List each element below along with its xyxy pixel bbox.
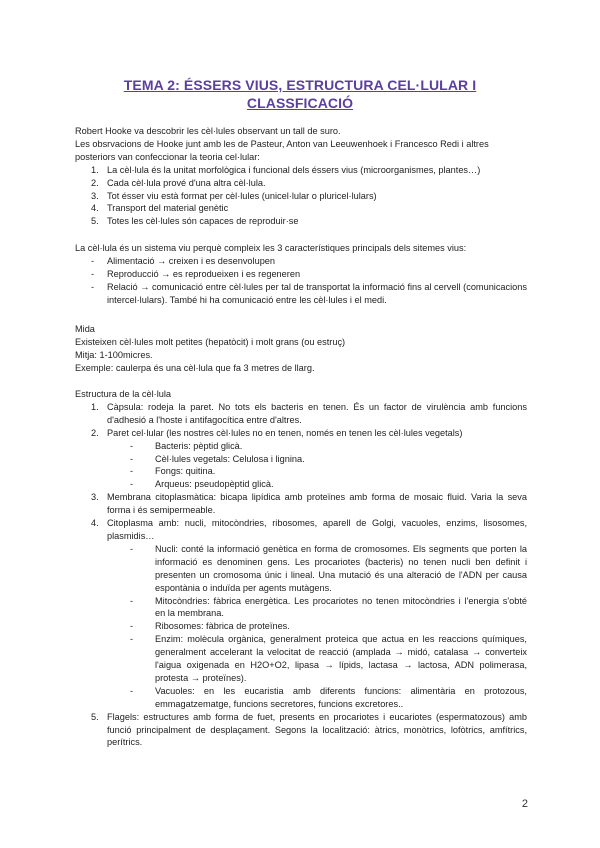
list-item: - Cèl·lules vegetals: Celulosa i lignina. <box>130 453 305 464</box>
list-item: 2. Cada cèl·lula prové d'una altra cèl·lula. <box>91 177 266 188</box>
list-item: - Relació → comunicació entre cèl·lules per tal de transportat la informació fins al cervell (comunicacions intercel·lulars). També hi ha comunicació entre les cèl·lules i el medi. <box>91 281 527 305</box>
page-number: 2 <box>521 798 528 810</box>
intro-paragraph: Robert Hooke va descobrir les cèl·lules observant un tall de suro. <box>75 126 341 136</box>
list-item: 4. Transport del material genètic <box>91 203 229 214</box>
list-item: - Vacuoles: en les eucaristia amb diferents funcions: alimentària en protozous, emmagatzematge, funcions secretores, funcions excretores.. <box>130 685 527 709</box>
section-heading: Estructura de la cèl·lula <box>75 389 172 399</box>
list-item: 2. Paret cel·lular (les nostres cèl·lules no en tenen, només en tenen les cèl·lules vegetals) - Bacteris: pèptid glicà. - Cèl·lules vegetals: Celulosa i lignina. - Fongs: quitina. - Arqueus: pseudopèptid glicà. <box>75 427 527 492</box>
section-heading: Mida <box>75 324 95 334</box>
list-item: - Ribosomes: fàbrica de proteïnes. <box>130 621 290 632</box>
list-item: - Mitocòndries: fàbrica energètica. Les procariotes no tenen mitocòndries i l'energia s'obté en la membrana. <box>130 595 527 619</box>
cell-wall-sublist <box>75 440 527 492</box>
characteristics-list <box>75 255 527 307</box>
structure-list <box>75 401 527 749</box>
size-line: Existeixen cèl·lules molt petites (hepatòcit) i molt grans (ou estruç) <box>75 336 346 347</box>
living-system-section <box>75 242 527 307</box>
list-item: - Reproducció → es reprodueixen i es regeneren <box>91 268 301 279</box>
title-line-1: TEMA 2: ÉSSERS VIUS, ESTRUCTURA CEL·LULAR I <box>123 77 477 93</box>
cytoplasm-sublist <box>75 543 527 711</box>
title-line-2: CLASSFICACIÓ <box>246 95 354 111</box>
list-item: 3. Tot ésser viu està format per cèl·lules (unicel·lular o pluricel·lulars) <box>91 190 377 201</box>
page-title <box>60 76 540 112</box>
list-item: - Bacteris: pèptid glicà. <box>130 440 243 451</box>
cell-theory-list <box>75 164 527 229</box>
list-item: 1. Càpsula: rodeja la paret. No tots els bacteris en tenen. És un factor de virulència amb funcions d'adhesió a l'hoste i antifagocítica entre d'altres. <box>91 401 527 425</box>
list-item: 3. Membrana citoplasmàtica: bicapa lipídica amb proteïnes amb forma de mosaic fluid. Varia la seva forma i és semipermeable. <box>91 492 527 516</box>
list-item: 5. Flagels: estructures amb forma de fuet, presents en procariotes i eucariotes (espermatozous) amb funció principalment de desplaçament. Segons la localització: àtrics, monòtrics, lofòtrics, amfítrics, perítrics. <box>91 711 527 748</box>
list-item: - Fongs: quitina. <box>130 466 216 477</box>
list-item: 1. La cèl·lula és la unitat morfològica i funcional dels éssers vius (microorganismes, plantes…) <box>91 164 481 175</box>
size-line: Mitja: 1-100micres. <box>75 349 153 360</box>
list-item: - Arqueus: pseudopèptid glicà. <box>130 479 274 490</box>
intro-section <box>75 125 527 228</box>
structure-section <box>75 388 527 749</box>
list-item: - Enzim: molècula orgànica, generalment proteica que actua en les reaccions químiques, generalment accelerant la velocitat de reacció (amplada → midó, catalasa → converteix l'aigua oxigenada en H2O+O2, lipasa → lípids, lactasa → lactosa, ADN polimerasa, protesta → proteïnes). <box>130 634 527 683</box>
size-section <box>75 323 527 375</box>
intro-paragraph: Les obsrvacions de Hooke junt amb les de Pasteur, Anton van Leeuwenhoek i Francesco Redi i altres posteriors van confeccionar la teoria cel·lular: <box>75 138 489 162</box>
system-intro: La cèl·lula és un sistema viu perquè compleix les 3 característiques principals dels sitemes vius: <box>75 243 467 253</box>
list-item: 5. Totes les cèl·lules són capaces de reproduir·se <box>91 216 299 227</box>
size-line: Exemple: caulerpa és una cèl·lula que fa 3 metres de llarg. <box>75 362 315 373</box>
list-item: - Alimentació → creixen i es desenvolupen <box>91 255 276 266</box>
list-item: 4. Citoplasma amb: nucli, mitocòndries, ribosomes, aparell de Golgi, vacuoles, enzims, lisosomes, plasmidis… - Nucli: conté la informació genètica en forma de cromosomes. Els segments que porten la informació es denominen gens. Les procariotes (bacteris) no tenen nucli ben definit i presenten un cromosoma únic i lineal. Una mutació és una alteració de l'ADN per causa espontània o induïda per agents mutàgens. - Mitocòndries: fàbrica energètica. Les procariotes no tenen mitocòndries i l'energia s'obté en la membrana. - Ribosomes: fàbrica de proteïnes. - Enzim: molècula orgànica, generalment proteica que actua en les reaccions químiques, generalment accelerant la velocitat de reacció (amplada → midó, catalasa → converteix l'aigua oxigenada en H2O+O2, lipasa → lípids, lactasa → lactosa, ADN polimerasa, protesta → proteïnes). - Vacuoles: en les eucaristia amb diferents funcions: alimentària en protozous, emmagatzematge, funcions secretores, funcions excretores.. <box>75 517 527 711</box>
list-item: - Nucli: conté la informació genètica en forma de cromosomes. Els segments que porten la informació es denominen gens. Les procariotes (bacteris) no tenen nucli ben definit i presenten un cromosoma únic i lineal. Una mutació és una alteració de l'ADN per causa espontània o induïda per agents mutàgens. <box>130 543 527 593</box>
